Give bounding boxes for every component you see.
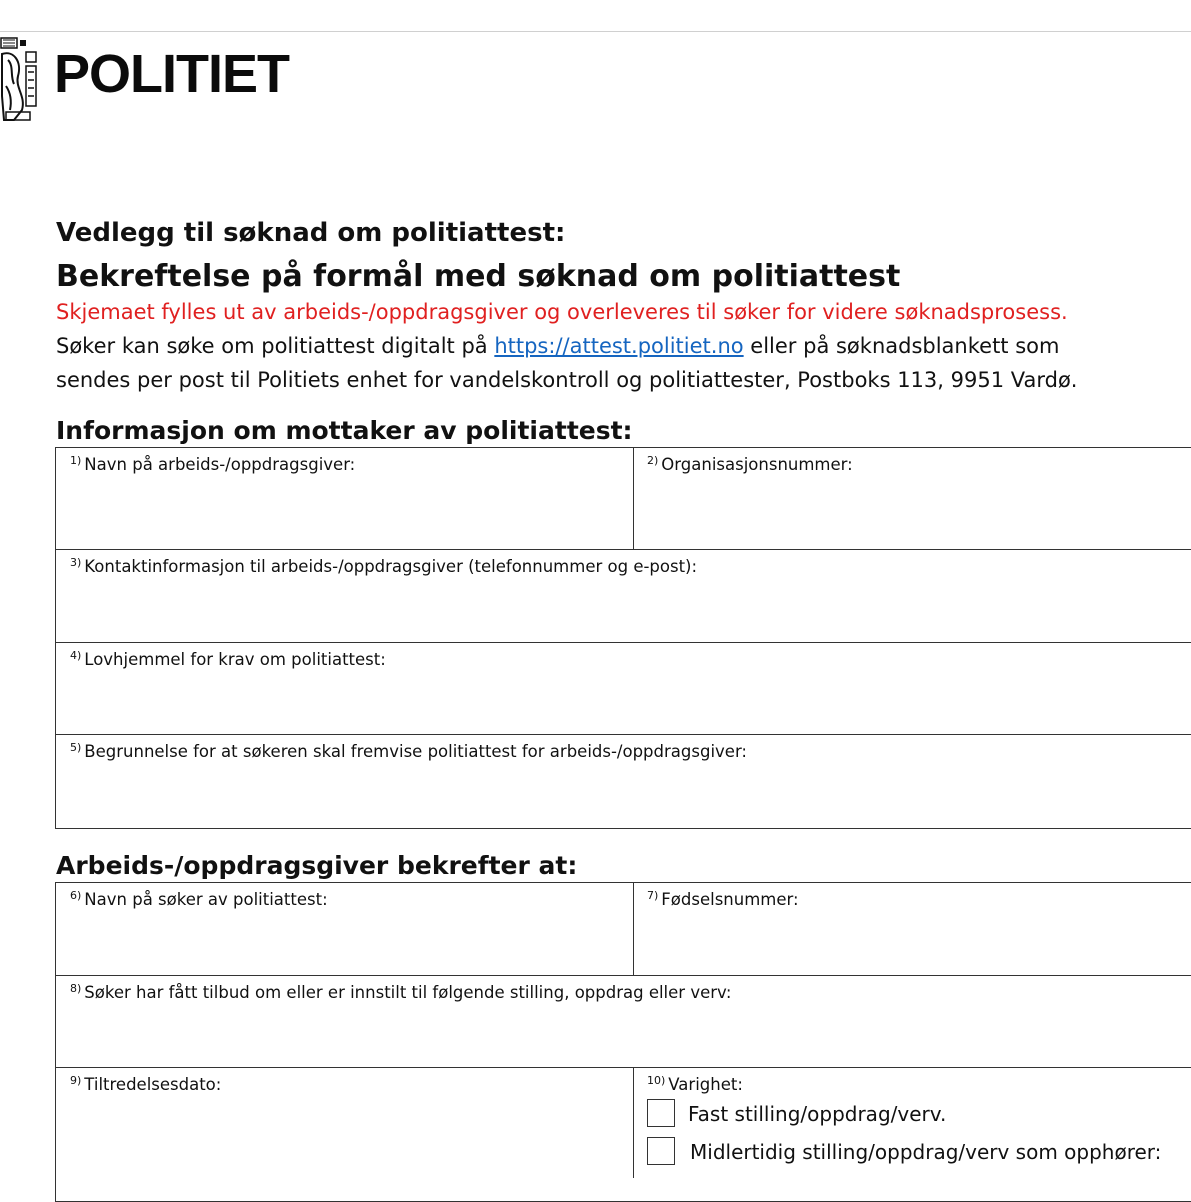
section-confirm-title: Arbeids-/oppdragsgiver bekrefter at: [56,851,578,880]
intro-text-after: eller på søknadsblankett som [743,334,1060,358]
field-legal-basis[interactable]: $^{4)}$ Lovhjemmel for krav om politiattest: [70,649,386,669]
intro-text-before: Søker kan søke om politiattest digitalt på [56,334,495,358]
field-org-number[interactable]: $^{2)}$ Organisasjonsnummer: [647,454,853,474]
field-applicant-name[interactable]: $^{6)}$ Navn på søker av politiattest: [70,889,328,909]
attest-link[interactable]: https://attest.politiet.no [494,334,744,358]
option-temporary-label: Midlertidig stilling/oppdrag/verv som opphører: [690,1140,1162,1164]
instruction-text: Skjemaet fylles ut av arbeids-/oppdragsgiver og overleveres til søker for videre søknadsprosess. [56,300,1068,324]
checkbox-temporary[interactable] [647,1137,675,1165]
intro-line [56,332,1059,360]
top-divider [0,31,1191,32]
intro-address: sendes per post til Politiets enhet for vandelskontroll og politiattester, Postboks 113, 9951 Vardø. [56,368,1078,392]
checkbox-permanent[interactable] [647,1099,675,1127]
field-duration: $^{10)}$ Varighet: [647,1074,743,1094]
section-recipient-title: Informasjon om mottaker av politiattest: [56,416,633,445]
brand-wordmark: POLITIET [54,44,289,104]
column-divider [633,1068,634,1178]
page-title: Bekreftelse på formål med søknad om politiattest [56,259,901,294]
field-birth-number[interactable]: $^{7)}$ Fødselsnummer: [647,889,799,909]
column-divider [633,447,634,549]
field-contact-info[interactable]: $^{3)}$ Kontaktinformasjon til arbeids-/oppdragsgiver (telefonnummer og e-post): [70,556,698,576]
attachment-heading: Vedlegg til søknad om politiattest: [56,218,566,248]
field-start-date[interactable]: $^{9)}$ Tiltredelsesdato: [70,1074,222,1094]
police-crest-logo [0,36,40,122]
field-justification[interactable]: $^{5)}$ Begrunnelse for at søkeren skal fremvise politiattest for arbeids-/oppdragsgiver: [70,741,747,761]
field-employer-name[interactable]: $^{1)}$ Navn på arbeids-/oppdragsgiver: [70,454,356,474]
column-divider [633,882,634,975]
field-position[interactable]: $^{8)}$ Søker har fått tilbud om eller er innstilt til følgende stilling, oppdrag eller verv: [70,982,732,1002]
option-permanent-label: Fast stilling/oppdrag/verv. [688,1102,947,1126]
